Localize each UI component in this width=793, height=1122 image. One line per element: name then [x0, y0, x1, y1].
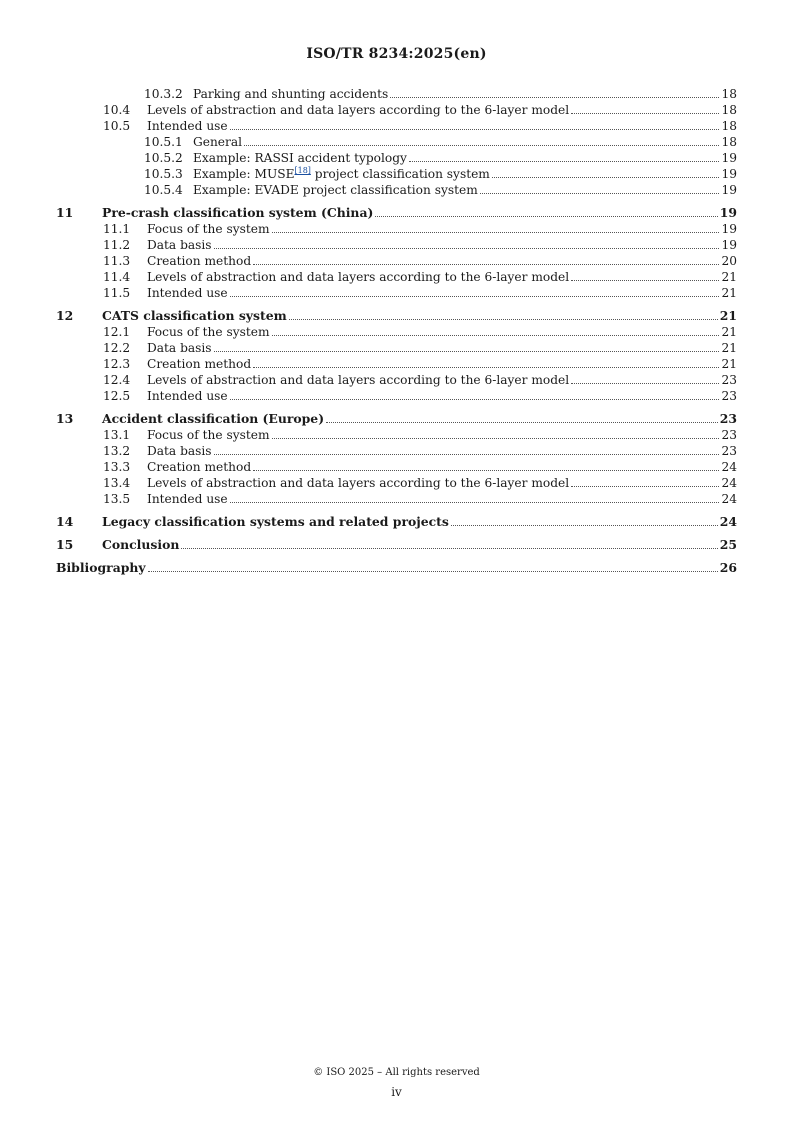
toc-entry[interactable] — [56, 166, 737, 182]
toc-entry-number: 13.1 — [103, 428, 131, 442]
toc-entry[interactable] — [56, 356, 737, 372]
toc-entry-page: 18 — [721, 87, 737, 101]
toc-entry-number: 11.4 — [103, 270, 131, 284]
toc-entry-title: Data basis — [147, 444, 212, 458]
toc-entry[interactable] — [56, 134, 737, 150]
dot-leader — [272, 438, 720, 439]
toc-entry-number: 15 — [56, 537, 74, 552]
toc-entry[interactable] — [56, 459, 737, 475]
toc-entry[interactable] — [56, 514, 737, 530]
toc-entry-number: 14 — [56, 514, 74, 529]
toc-entry-title: Legacy classification systems and related projects — [102, 514, 449, 529]
toc-entry-number: 13.5 — [103, 492, 131, 506]
toc-entry-title: Intended use — [147, 389, 228, 403]
toc-entry-page: 23 — [721, 428, 737, 442]
toc-entry[interactable] — [56, 308, 737, 324]
dot-leader — [390, 97, 719, 98]
toc-entry-page: 21 — [721, 270, 737, 284]
toc-entry-title: Pre-crash classification system (China) — [102, 205, 374, 220]
toc-entry-page: 21 — [721, 357, 737, 371]
toc-entry-title — [193, 166, 490, 182]
toc-entry[interactable] — [56, 324, 737, 340]
toc-entry-page: 21 — [721, 286, 737, 300]
dot-leader — [571, 280, 719, 281]
toc-entry-page: 24 — [721, 460, 737, 474]
toc-entry-number: 12 — [56, 308, 74, 323]
toc-entry-title: Focus of the system — [147, 325, 270, 339]
toc-entry-title: Data basis — [147, 238, 212, 252]
dot-leader — [289, 319, 718, 320]
toc-entry[interactable] — [56, 537, 737, 553]
toc-entry-page: 19 — [721, 183, 737, 197]
dot-leader — [375, 216, 717, 217]
toc-entry-number: 10.5.2 — [144, 151, 183, 165]
toc-entry[interactable] — [56, 491, 737, 507]
toc-entry-number: 11.3 — [103, 254, 131, 268]
dot-leader — [571, 383, 719, 384]
toc-entry-number: 11 — [56, 205, 74, 220]
toc-entry-title: Accident classification (Europe) — [102, 411, 325, 426]
toc-entry-number: 10.5 — [103, 119, 131, 133]
toc-entry-number: 12.1 — [103, 325, 131, 339]
dot-leader — [253, 470, 719, 471]
toc-entry-page: 18 — [721, 119, 737, 133]
toc-entry-title: Conclusion — [102, 537, 180, 552]
toc-entry[interactable] — [56, 269, 737, 285]
toc-entry-number: 10.5.1 — [144, 135, 183, 149]
toc-entry-title: Creation method — [147, 254, 252, 268]
toc-entry[interactable] — [56, 340, 737, 356]
toc-entry-title: Levels of abstraction and data layers according to the 6-layer model — [147, 373, 570, 387]
toc-entry-title: General — [193, 135, 242, 149]
toc-entry-page: 21 — [721, 341, 737, 355]
toc-entry-number: 13.2 — [103, 444, 131, 458]
toc-entry-title: Levels of abstraction and data layers according to the 6-layer model — [147, 476, 570, 490]
dot-leader — [244, 145, 719, 146]
toc-entry-page: 23 — [719, 411, 737, 426]
toc-entry[interactable] — [56, 205, 737, 221]
toc-entry-title: Example: RASSI accident typology — [193, 151, 407, 165]
dot-leader — [253, 367, 719, 368]
dot-leader — [492, 177, 720, 178]
toc-entry-number: 11.1 — [103, 222, 131, 236]
toc-entry-title: Intended use — [147, 492, 228, 506]
toc-entry-title: Intended use — [147, 119, 228, 133]
toc-entry-title: Bibliography — [56, 560, 146, 575]
toc-entry[interactable] — [56, 475, 737, 491]
toc-entry-number: 11.5 — [103, 286, 131, 300]
toc-entry-page: 21 — [719, 308, 737, 323]
dot-leader — [571, 113, 719, 114]
toc-entry-title: Focus of the system — [147, 222, 270, 236]
toc-entry-title: CATS classification system — [102, 308, 287, 323]
toc-entry-page: 19 — [721, 151, 737, 165]
toc-entry-title: Data basis — [147, 341, 212, 355]
toc-entry-title: Creation method — [147, 357, 252, 371]
dot-leader — [214, 351, 720, 352]
toc-entry-number: 12.3 — [103, 357, 131, 371]
toc-entry-page: 21 — [721, 325, 737, 339]
toc-entry-page: 19 — [721, 222, 737, 236]
dot-leader — [230, 129, 720, 130]
toc-entry[interactable] — [56, 237, 737, 253]
toc-entry-number: 10.5.3 — [144, 167, 183, 181]
toc-entry[interactable] — [56, 560, 737, 576]
toc-entry-title: Intended use — [147, 286, 228, 300]
toc-entry-number: 10.3.2 — [144, 87, 183, 101]
toc-entry-number: 12.4 — [103, 373, 131, 387]
bibliography-reference-link[interactable]: [18] — [294, 165, 311, 175]
toc-entry-page: 18 — [721, 135, 737, 149]
toc-entry-title: Levels of abstraction and data layers according to the 6-layer model — [147, 103, 570, 117]
dot-leader — [214, 248, 720, 249]
toc-entry[interactable] — [56, 388, 737, 404]
dot-leader — [181, 548, 717, 549]
toc-entry-title: Creation method — [147, 460, 252, 474]
toc-entry[interactable] — [56, 285, 737, 301]
toc-entry-page: 23 — [721, 444, 737, 458]
toc-entry-number: 12.5 — [103, 389, 131, 403]
dot-leader — [230, 502, 720, 503]
toc-entry[interactable] — [56, 427, 737, 443]
toc-entry[interactable] — [56, 372, 737, 388]
toc-entry[interactable] — [56, 182, 737, 198]
toc-entry-page: 19 — [721, 167, 737, 181]
dot-leader — [451, 525, 718, 526]
toc-entry-number: 13 — [56, 411, 74, 426]
toc-entry-title: Focus of the system — [147, 428, 270, 442]
toc-entry[interactable] — [56, 253, 737, 269]
toc-entry[interactable] — [56, 443, 737, 459]
table-of-contents — [56, 86, 737, 576]
page-number: iv — [391, 1085, 402, 1099]
toc-entry-title: Parking and shunting accidents — [193, 87, 389, 101]
dot-leader — [230, 399, 720, 400]
dot-leader — [148, 571, 718, 572]
toc-entry-page: 24 — [719, 514, 737, 529]
toc-entry-number: 10.5.4 — [144, 183, 183, 197]
toc-entry-page: 23 — [721, 373, 737, 387]
toc-entry-title: Example: EVADE project classification system — [193, 183, 478, 197]
toc-entry-page: 25 — [719, 537, 737, 552]
toc-entry-page: 23 — [721, 389, 737, 403]
dot-leader — [230, 296, 720, 297]
toc-entry-page: 19 — [721, 238, 737, 252]
document-header: ISO/TR 8234:2025(en) — [306, 46, 487, 62]
toc-entry-title-part: project classification system — [310, 167, 490, 181]
toc-entry-number: 13.4 — [103, 476, 131, 490]
dot-leader — [480, 193, 720, 194]
toc-entry-title-part: Example: MUSE — [193, 167, 295, 181]
dot-leader — [326, 422, 718, 423]
toc-entry-page: 19 — [719, 205, 737, 220]
dot-leader — [272, 335, 720, 336]
toc-entry-number: 10.4 — [103, 103, 131, 117]
dot-leader — [571, 486, 719, 487]
toc-entry[interactable] — [56, 221, 737, 237]
dot-leader — [409, 161, 720, 162]
dot-leader — [214, 454, 720, 455]
toc-entry-number: 11.2 — [103, 238, 131, 252]
dot-leader — [253, 264, 719, 265]
toc-entry-page: 20 — [721, 254, 737, 268]
toc-entry[interactable] — [56, 86, 737, 102]
toc-entry-page: 24 — [721, 476, 737, 490]
toc-entry[interactable] — [56, 150, 737, 166]
toc-entry[interactable] — [56, 411, 737, 427]
toc-entry-title: Levels of abstraction and data layers according to the 6-layer model — [147, 270, 570, 284]
dot-leader — [272, 232, 720, 233]
toc-entry[interactable] — [56, 102, 737, 118]
toc-entry-number: 13.3 — [103, 460, 131, 474]
toc-entry-page: 18 — [721, 103, 737, 117]
copyright-notice: © ISO 2025 – All rights reserved — [313, 1067, 480, 1078]
toc-entry[interactable] — [56, 118, 737, 134]
toc-entry-number: 12.2 — [103, 341, 131, 355]
toc-entry-page: 24 — [721, 492, 737, 506]
toc-entry-page: 26 — [719, 560, 737, 575]
